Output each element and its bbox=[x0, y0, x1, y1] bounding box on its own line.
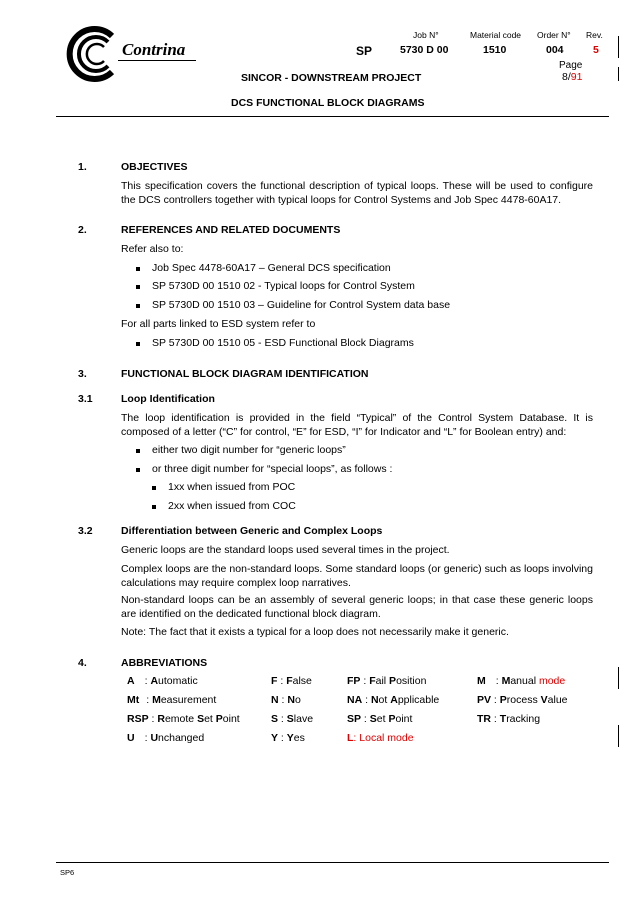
page-label: Page bbox=[559, 60, 583, 71]
logo-underline bbox=[118, 60, 196, 61]
abbreviation-label: Local mode bbox=[359, 732, 414, 744]
references-intro: Refer also to: bbox=[121, 243, 184, 255]
section-title: FUNCTIONAL BLOCK DIAGRAM IDENTIFICATION bbox=[121, 368, 369, 380]
abbreviation-label: No bbox=[287, 694, 301, 706]
paragraph: Note: The fact that it exists a typical for a loop does not necessarily make it generic. bbox=[121, 626, 509, 638]
abbreviation-item: M : Manual mode bbox=[477, 675, 566, 687]
abbreviation-item: L: Local mode bbox=[347, 732, 414, 744]
abbreviation-code: N bbox=[271, 694, 279, 706]
abbreviation-item: NA : Not Applicable bbox=[347, 694, 440, 706]
abbreviation-code: RSP bbox=[127, 713, 149, 725]
doc-type: SP bbox=[356, 44, 373, 58]
abbreviation-code: L bbox=[347, 732, 354, 744]
abbreviation-code: S bbox=[271, 713, 279, 725]
abbreviation-label: Fail Position bbox=[369, 675, 427, 687]
change-bar bbox=[618, 36, 619, 58]
abbreviation-code: PV bbox=[477, 694, 492, 706]
abbreviation-label: Slave bbox=[286, 713, 314, 725]
section-number: 2. bbox=[78, 224, 87, 236]
subsection-title: Loop Identification bbox=[121, 393, 215, 405]
abbreviation-label: Remote Set Point bbox=[157, 713, 240, 725]
paragraph: Complex loops are the non-standard loops. Some standard loops (or generic) such as loops involving calculations may require complex loop narratives. bbox=[121, 563, 593, 589]
abbreviation-item: Mt : Measurement bbox=[127, 694, 217, 706]
abbreviation-label: Automatic bbox=[150, 675, 198, 687]
section-title: OBJECTIVES bbox=[121, 161, 188, 173]
job-number: 5730 D 00 bbox=[400, 44, 449, 56]
abbreviation-item: RSP : Remote Set Point bbox=[127, 713, 240, 725]
order-number: 004 bbox=[546, 44, 564, 56]
section-title: REFERENCES AND RELATED DOCUMENTS bbox=[121, 224, 341, 236]
abbreviation-code: FP bbox=[347, 675, 361, 687]
abbreviation-code: Mt bbox=[127, 694, 140, 706]
subsection-title: Differentiation between Generic and Complex Loops bbox=[121, 525, 383, 537]
esd-intro: For all parts linked to ESD system refer to bbox=[121, 318, 316, 330]
abbreviation-code: A bbox=[127, 675, 135, 687]
paragraph: Non-standard loops can be an assembly of several generic loops; in that case these generic loops are identified on the dedicated functional block diagram. bbox=[121, 594, 593, 620]
revision-number: 5 bbox=[593, 44, 599, 56]
loop-identification-text: The loop identification is provided in the field “Typical” of the Control System Database. It is composed of a letter (“C” for control, “E” for ESD, “I” for Indicator and “L” for Boolean entry) and: bbox=[121, 412, 593, 438]
project-title: SINCOR - DOWNSTREAM PROJECT bbox=[241, 72, 422, 84]
subsection-number: 3.2 bbox=[78, 525, 93, 537]
abbreviation-code: Y bbox=[271, 732, 279, 744]
abbreviation-label: Yes bbox=[286, 732, 305, 744]
job-col-label: Job N° bbox=[413, 30, 439, 40]
abbreviation-label: False bbox=[286, 675, 312, 687]
objectives-text: This specification covers the functional description of typical loops. These will be used to configure the DCS controllers together with typical loops for Control Systems and Job Spec 4478-60A17. bbox=[121, 180, 593, 206]
change-bar bbox=[618, 667, 619, 689]
rev-col-label: Rev. bbox=[586, 30, 603, 40]
abbreviation-code: M bbox=[477, 675, 486, 687]
abbreviation-label: Manual bbox=[501, 675, 537, 687]
header-divider bbox=[56, 116, 609, 117]
abbreviation-code: SP bbox=[347, 713, 362, 725]
abbreviation-item: PV : Process Value bbox=[477, 694, 568, 706]
change-bar bbox=[618, 725, 619, 747]
abbreviation-code: TR bbox=[477, 713, 491, 725]
section-number: 4. bbox=[78, 657, 87, 669]
abbreviation-item: Y : Yes bbox=[271, 732, 305, 744]
page-total: 91 bbox=[570, 71, 583, 83]
footer-code: SP6 bbox=[60, 868, 75, 877]
abbreviation-item: TR : Tracking bbox=[477, 713, 541, 725]
abbreviation-label: Process Value bbox=[499, 694, 568, 706]
abbreviation-label: Unchanged bbox=[150, 732, 205, 744]
order-col-label: Order N° bbox=[537, 30, 571, 40]
abbreviation-code: NA bbox=[347, 694, 363, 706]
material-code: 1510 bbox=[483, 44, 507, 56]
document-title: DCS FUNCTIONAL BLOCK DIAGRAMS bbox=[231, 97, 425, 109]
abbreviation-label: Tracking bbox=[499, 713, 541, 725]
abbreviation-item: N : No bbox=[271, 694, 301, 706]
section-title: ABBREVIATIONS bbox=[121, 657, 208, 669]
abbreviation-item: FP : Fail Position bbox=[347, 675, 427, 687]
footer-divider bbox=[56, 862, 609, 863]
abbreviation-item: S : Slave bbox=[271, 713, 314, 725]
abbreviation-item: U : Unchanged bbox=[127, 732, 205, 744]
abbreviation-code: U bbox=[127, 732, 135, 744]
abbreviation-suffix: mode bbox=[536, 675, 566, 687]
subsection-number: 3.1 bbox=[78, 393, 93, 405]
page-current: 8/ bbox=[562, 71, 571, 83]
abbreviation-label: Measurement bbox=[152, 694, 217, 706]
change-bar bbox=[618, 67, 619, 81]
abbreviation-label: Set Point bbox=[369, 713, 413, 725]
abbreviation-code: F bbox=[271, 675, 278, 687]
abbreviation-label: Not Applicable bbox=[370, 694, 440, 706]
abbreviation-item: A : Automatic bbox=[127, 675, 198, 687]
abbreviation-item: F : False bbox=[271, 675, 312, 687]
page-number bbox=[562, 71, 582, 83]
section-number: 1. bbox=[78, 161, 87, 173]
logo-text: Contrina bbox=[122, 40, 186, 59]
section-number: 3. bbox=[78, 368, 87, 380]
material-col-label: Material code bbox=[470, 30, 522, 40]
paragraph: Generic loops are the standard loops used several times in the project. bbox=[121, 544, 450, 556]
abbreviation-item: SP : Set Point bbox=[347, 713, 413, 725]
